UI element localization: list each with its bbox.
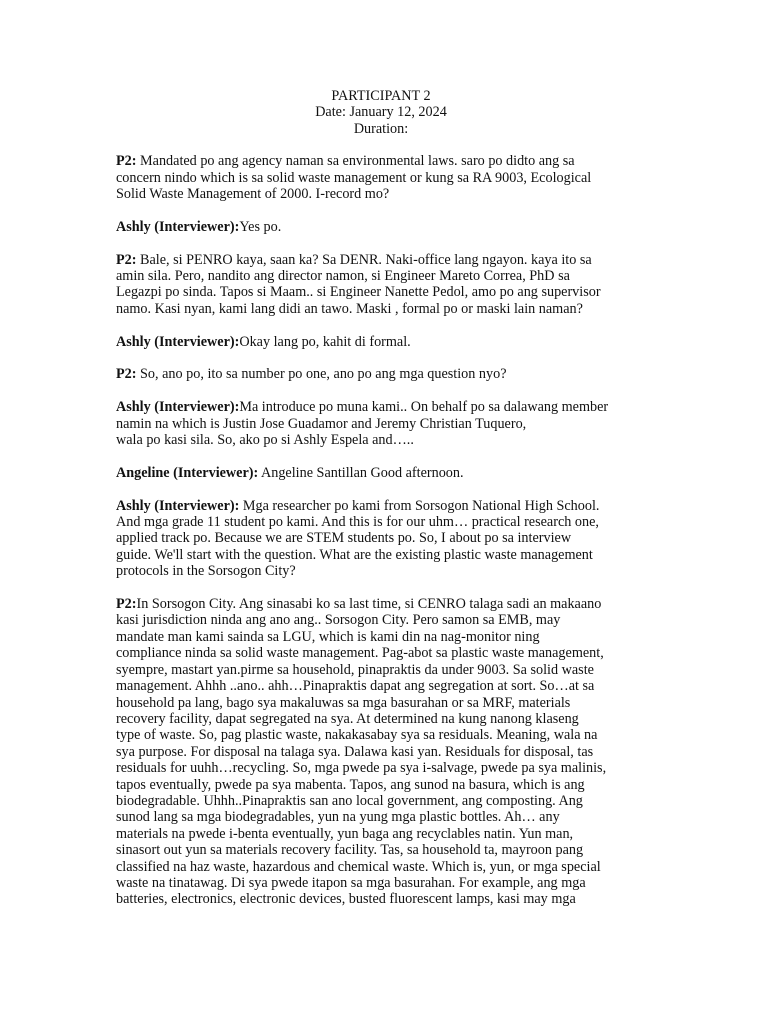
transcript-line <box>116 416 646 432</box>
line-text: Mga researcher po kami from Sorsogon National High School. <box>239 497 600 514</box>
line-text: protocols in the Sorsogon City? <box>116 563 296 580</box>
speaker-label: P2: <box>116 366 137 383</box>
speaker-label: Angeline (Interviewer): <box>116 464 259 481</box>
line-text: management. Ahhh ..ano.. ahh…Pinapraktis dapat ang segregation at sort. So…at sa <box>116 678 595 695</box>
speaker-label: Ashly (Interviewer): <box>116 333 240 350</box>
transcript-line <box>116 711 646 727</box>
speaker-label: Ashly (Interviewer): <box>116 497 240 514</box>
transcript-line <box>116 219 646 235</box>
transcript-line <box>116 514 646 530</box>
line-text: materials na pwede i-benta eventually, yun baga ang recyclables natin. Yun man, <box>116 825 574 842</box>
transcript-line <box>116 793 646 809</box>
line-text: Yes po. <box>239 218 282 235</box>
transcript-paragraph <box>116 219 646 235</box>
transcript-line <box>116 842 646 858</box>
line-text: classified na haz waste, hazardous and chemical waste. Which is, yun, or mga special <box>116 858 601 875</box>
line-text: household pa lang, bago sya makaluwas sa mga basurahan or sa MRF, materials <box>116 694 571 711</box>
transcript-paragraph <box>116 366 646 382</box>
transcript-line <box>116 777 646 793</box>
transcript-line <box>116 498 646 514</box>
transcript-line <box>116 891 646 907</box>
line-text: residuals for uuhh…recycling. So, mga pwede pa sya i-salvage, pwede pa sya malinis, <box>116 760 607 777</box>
transcript-line <box>116 596 646 612</box>
line-text: compliance ninda sa solid waste management. Pag-abot sa plastic waste management, <box>116 645 604 662</box>
participant-title: PARTICIPANT 2 <box>331 88 431 104</box>
transcript-line <box>116 399 646 415</box>
line-text: tapos eventually, pwede pa sya mabenta. Tapos, ang sunod na basura, which is ang <box>116 776 585 793</box>
speaker-label: Ashly (Interviewer): <box>116 399 240 416</box>
line-text: batteries, electronics, electronic devices, busted fluorescent lamps, kasi may mga <box>116 891 576 908</box>
speaker-label: P2: <box>116 153 137 170</box>
transcript-line <box>116 366 646 382</box>
line-text: concern nindo which is sa solid waste management or kung sa RA 9003, Ecological <box>116 169 592 186</box>
transcript-line <box>116 645 646 661</box>
line-text: wala po kasi sila. So, ako po si Ashly Espela and….. <box>116 432 414 449</box>
transcript-line <box>116 695 646 711</box>
transcript-line <box>116 826 646 842</box>
line-text: sinasort out yun sa materials recovery facility. Tas, sa household ta, mayroon pang <box>116 842 584 859</box>
transcript-line <box>116 547 646 563</box>
transcript-paragraph <box>116 465 646 481</box>
transcript-line <box>116 252 646 268</box>
line-text: waste na tinatawag. Di sya pwede itapon sa mga basurahan. For example, ang mga <box>116 874 586 891</box>
line-text: namin na which is Justin Jose Guadamor and Jeremy Christian Tuquero, <box>116 415 527 432</box>
line-text: guide. We'll start with the question. What are the existing plastic waste management <box>116 546 593 563</box>
line-text: mandate man kami sainda sa LGU, which is kami din na nag-monitor ning <box>116 628 540 645</box>
transcript-line <box>116 153 646 169</box>
line-text: amin sila. Pero, nandito ang director namon, si Engineer Mareto Correa, PhD sa <box>116 268 570 285</box>
transcript-line <box>116 744 646 760</box>
line-text: Okay lang po, kahit di formal. <box>239 333 411 350</box>
line-text: sya purpose. For disposal na talaga sya. Dalawa kasi yan. Residuals for disposal, tas <box>116 743 594 760</box>
transcript-paragraph <box>116 334 646 350</box>
line-text: Angeline Santillan Good afternoon. <box>258 464 464 481</box>
transcript-line <box>116 432 646 448</box>
line-text: Solid Waste Management of 2000. I-record mo? <box>116 186 390 203</box>
document-header <box>116 88 646 137</box>
line-text: So, ano po, ito sa number po one, ano po ang mga question nyo? <box>136 366 507 383</box>
transcript-line <box>116 662 646 678</box>
transcript-line <box>116 334 646 350</box>
line-text: Bale, si PENRO kaya, saan ka? Sa DENR. Naki-office lang ngayon. kaya ito sa <box>136 251 592 268</box>
transcript-line <box>116 563 646 579</box>
transcript-line <box>116 170 646 186</box>
transcript-line <box>116 284 646 300</box>
line-text: recovery facility, dapat segregated na sya. At determined na kung nanong klaseng <box>116 710 579 727</box>
document-page <box>116 88 646 924</box>
interview-duration: Duration: <box>353 120 409 137</box>
transcript-line <box>116 530 646 546</box>
line-text: kasi jurisdiction ninda ang ano ang.. Sorsogon City. Pero samon sa EMB, may <box>116 612 561 629</box>
transcript-line <box>116 875 646 891</box>
line-text: In Sorsogon City. Ang sinasabi ko sa last time, si CENRO talaga sadi an makaano <box>136 596 602 613</box>
transcript-line <box>116 760 646 776</box>
transcript-paragraph <box>116 252 646 318</box>
speaker-label: P2: <box>116 251 137 268</box>
transcript-line <box>116 186 646 202</box>
transcript-paragraph <box>116 596 646 908</box>
line-text: biodegradable. Uhhh..Pinapraktis san ano local government, ang composting. Ang <box>116 792 583 809</box>
transcript-line <box>116 727 646 743</box>
line-text: type of waste. So, pag plastic waste, nakakasabay sya sa residuals. Meaning, wala na <box>116 727 598 744</box>
transcript-line <box>116 301 646 317</box>
transcript-line <box>116 612 646 628</box>
line-text: Legazpi po sinda. Tapos si Maam.. si Engineer Nanette Pedol, amo po ang supervisor <box>116 284 601 301</box>
line-text: namo. Kasi nyan, kami lang didi an tawo. Maski , formal po or maski lain naman? <box>116 300 583 317</box>
line-text: sunod lang sa mga biodegradables, yun na yung mga plastic bottles. Ah… any <box>116 809 560 826</box>
transcript-paragraph <box>116 498 646 580</box>
interview-date: Date: January 12, 2024 <box>315 104 447 121</box>
line-text: syempre, mastart yan.pirme sa household, pinapraktis da under 9003. Sa solid waste <box>116 661 594 678</box>
line-text: And mga grade 11 student po kami. And this is for our uhm… practical research one, <box>116 514 599 531</box>
transcript-line <box>116 859 646 875</box>
transcript-line <box>116 629 646 645</box>
line-text: Ma introduce po muna kami.. On behalf po sa dalawang member <box>239 399 609 416</box>
line-text: Mandated po ang agency naman sa environmental laws. saro po didto ang sa <box>136 153 575 170</box>
line-text: applied track po. Because we are STEM students po. So, I about po sa interview <box>116 530 572 547</box>
transcript-line <box>116 268 646 284</box>
transcript-body <box>116 153 646 908</box>
speaker-label: Ashly (Interviewer): <box>116 218 240 235</box>
transcript-line <box>116 809 646 825</box>
transcript-paragraph <box>116 153 646 202</box>
transcript-paragraph <box>116 399 646 448</box>
transcript-line <box>116 465 646 481</box>
transcript-line <box>116 678 646 694</box>
speaker-label: P2: <box>116 596 137 613</box>
